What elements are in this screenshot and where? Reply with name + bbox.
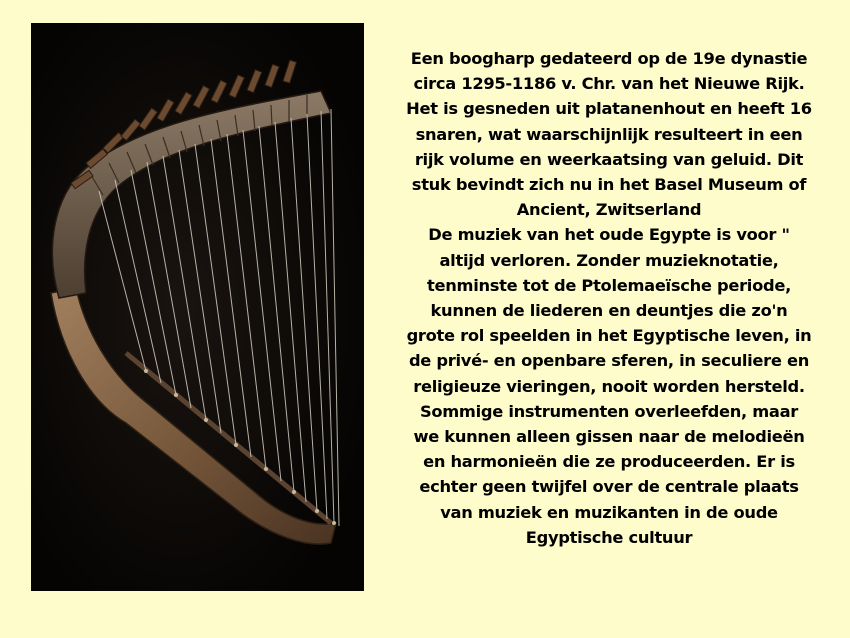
caption-line: snaren, wat waarschijnlijk resulteert in een (415, 124, 803, 144)
harp-illustration (31, 23, 364, 591)
harp-photo (31, 23, 364, 591)
caption-line: kunnen de liederen en deuntjes die zo'n (430, 301, 788, 321)
caption-line: we kunnen alleen gissen naar de melodieën (413, 427, 805, 447)
caption-line: religieuze vieringen, nooit worden hersteld. (413, 376, 805, 396)
caption-line: Sommige instrumenten overleefden, maar (419, 401, 799, 421)
caption-line: grote rol speelden in het Egyptische leven, in (406, 326, 812, 346)
caption-line: stuk bevindt zich nu in het Basel Museum of (411, 175, 807, 195)
caption-line: Het is gesneden uit platanenhout en heeft 16 (406, 99, 812, 119)
caption-line: rijk volume en weerkaatsing van geluid. Dit (414, 149, 804, 169)
caption-line: tenminste tot de Ptolemaeïsche periode, (427, 275, 791, 295)
caption-line: en harmonieën die ze produceerden. Er is (423, 452, 795, 472)
caption-line: De muziek van het oude Egypte is voor " (428, 225, 790, 245)
caption-line: altijd verloren. Zonder muzieknotatie, (439, 250, 779, 270)
caption-line: Egyptische cultuur (525, 527, 693, 547)
caption-line: Ancient, Zwitserland (516, 200, 702, 220)
caption-line: circa 1295-1186 v. Chr. van het Nieuwe Rijk. (413, 74, 805, 94)
caption-text (374, 46, 844, 550)
caption-line: echter geen twijfel over de centrale plaats (419, 477, 799, 497)
caption-line: van muziek en muzikanten in de oude (440, 502, 778, 522)
caption-line: de privé- en openbare sferen, in seculiere en (408, 351, 810, 371)
caption-line: Een boogharp gedateerd op de 19e dynastie (410, 49, 808, 68)
